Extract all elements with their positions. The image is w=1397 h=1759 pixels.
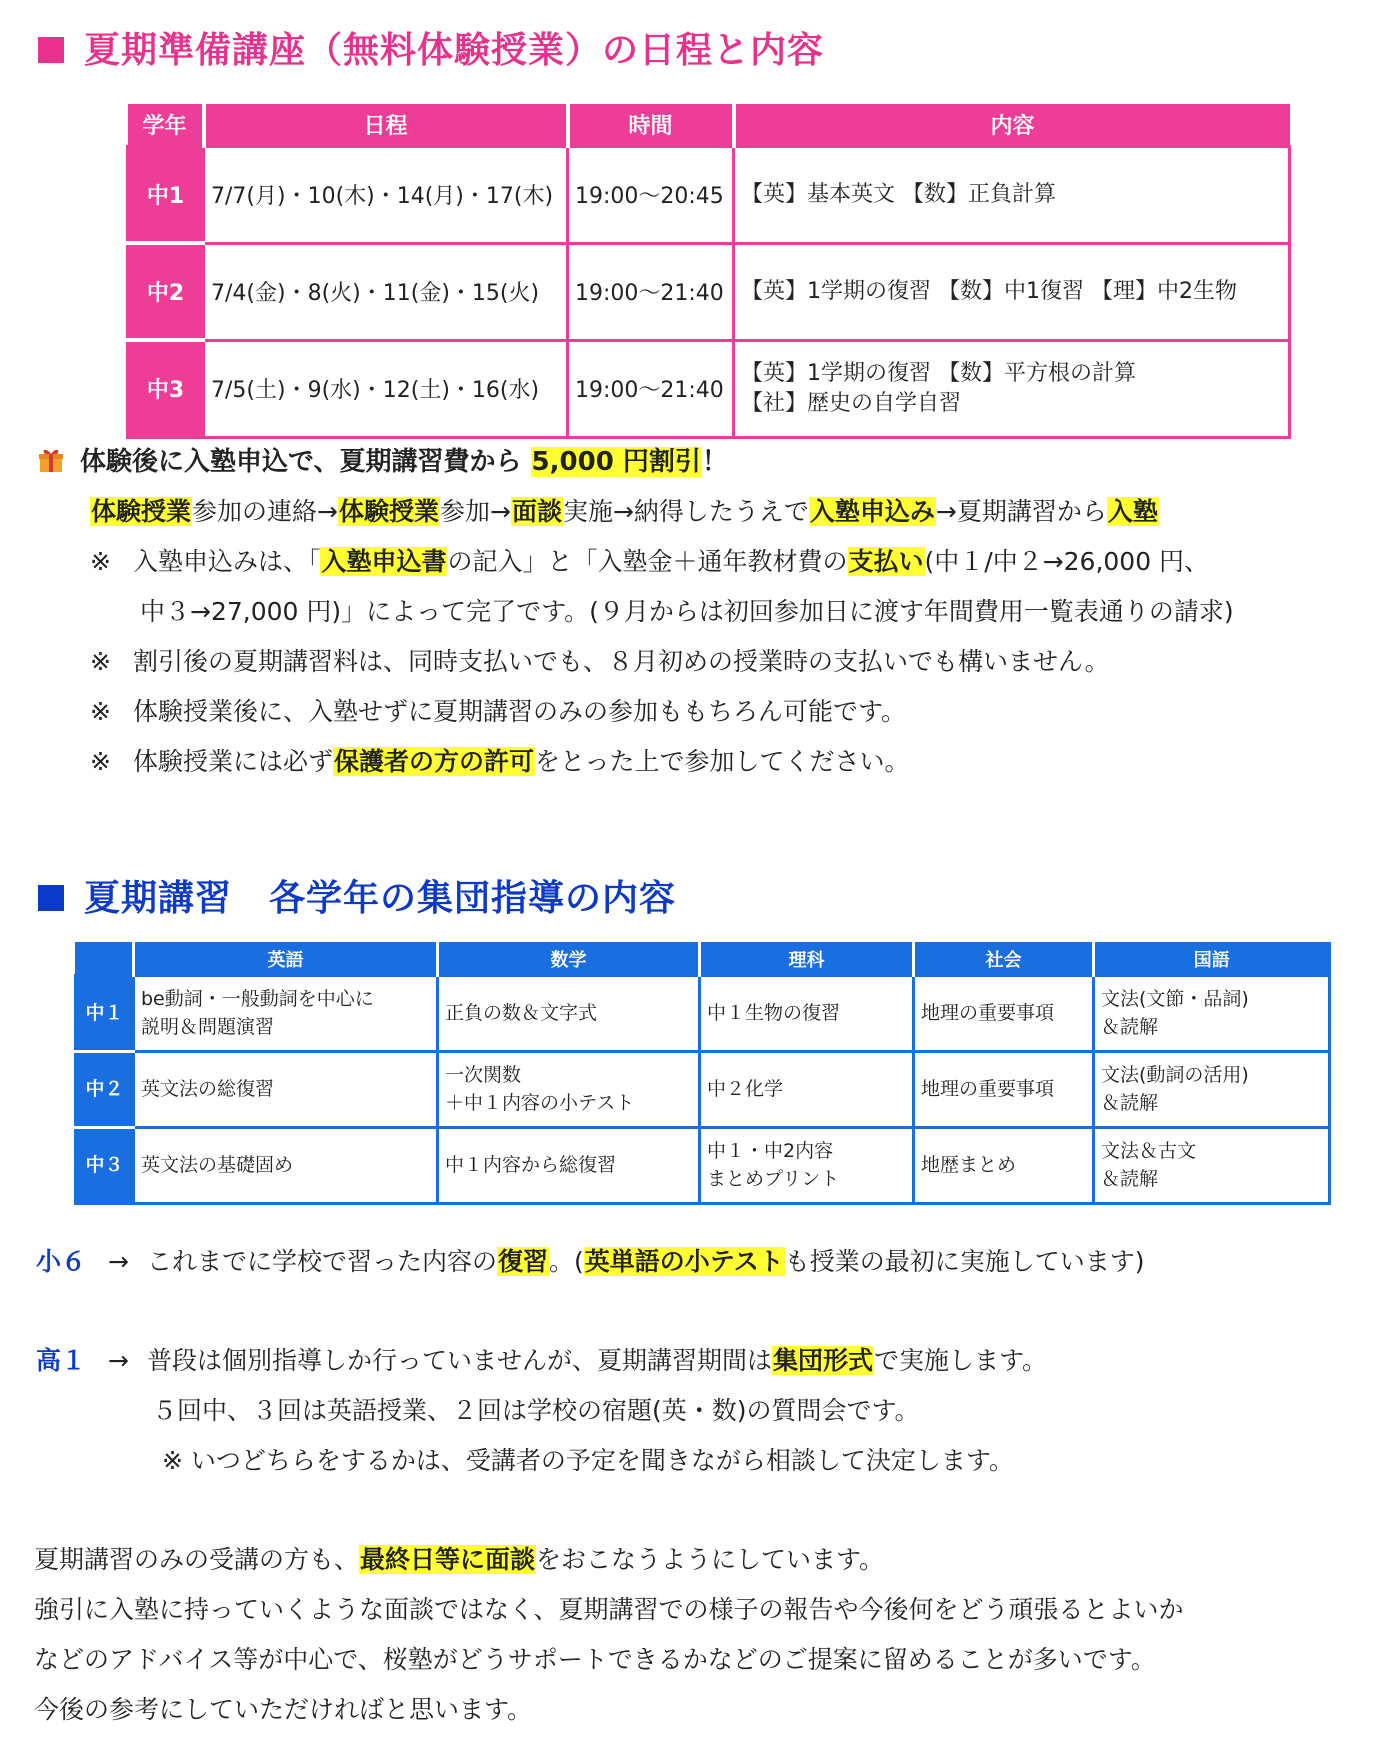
discount-line	[38, 444, 728, 480]
grade-cell: 中２	[76, 1051, 134, 1127]
cell-line: 中１生物の復習	[707, 1002, 841, 1024]
cell-line: 一次関数	[445, 1064, 522, 1086]
cell-line: 正負の数＆文字式	[445, 1002, 598, 1024]
discount-mark: ！	[701, 447, 728, 477]
cell-line: ＆読解	[1101, 1016, 1159, 1038]
note-1-cont	[140, 594, 1234, 630]
closing-line-3	[34, 1642, 1156, 1678]
cell-line: 地理の重要事項	[921, 1002, 1055, 1024]
ko1-text: ５回中、３回は英語授業、２回は学校の宿題(英・数)の質問会です。	[152, 1396, 920, 1425]
cell-line: 説明＆問題演習	[141, 1016, 275, 1038]
grade-cell: 中1	[128, 146, 204, 243]
sho6-text: 。(	[549, 1247, 584, 1276]
lecture-cell	[914, 1127, 1094, 1203]
closing-highlight: 最終日等に面談	[360, 1545, 536, 1574]
note-text: (中１/中２→26,000 円、	[924, 547, 1210, 576]
lecture-cell	[914, 1051, 1094, 1127]
subject-header: 理科	[700, 943, 914, 975]
time-cell: 19:00～20:45	[568, 146, 734, 243]
lecture-cell	[700, 1127, 914, 1203]
flow-step: 面談	[511, 497, 562, 526]
grade-cell: 中2	[128, 243, 204, 340]
note-4	[90, 744, 910, 780]
note-text: 中３→27,000 円)」によって完了です。(９月からは初回参加日に渡す年間費用一覧表通りの請求)	[140, 597, 1234, 626]
note-highlight: 支払い	[848, 547, 924, 576]
lecture-cell	[1094, 975, 1330, 1051]
closing-line-2	[34, 1592, 1184, 1628]
ko1-line-3	[162, 1443, 1014, 1479]
closing-text: 今後の参考にしていただければと思います。	[34, 1695, 533, 1724]
ko1-line-2	[152, 1393, 920, 1429]
section1-title-text: 夏期準備講座（無料体験授業）の日程と内容	[84, 30, 825, 71]
content-line: 【英】1学期の復習 【数】中1復習 【理】中2生物	[741, 278, 1237, 304]
grade-cell: 中3	[128, 340, 204, 437]
sho6-highlight: 英単語の小テスト	[584, 1247, 784, 1276]
flow-text: →夏期講習から	[935, 497, 1107, 526]
section1-title	[38, 22, 824, 73]
flow-line	[90, 494, 1159, 530]
note-mark: ※	[90, 547, 111, 576]
note-text: 入塾申込みは、「	[132, 547, 321, 576]
flow-step: 入塾申込み	[809, 497, 935, 526]
sho6-highlight: 復習	[497, 1247, 548, 1276]
closing-text: などのアドバイス等が中心で、桜塾がどうサポートできるかなどのご提案に留めることが多いです。	[34, 1645, 1156, 1674]
square-bullet-icon	[38, 885, 64, 911]
lecture-cell	[914, 975, 1094, 1051]
discount-amount: 5,000 円割引	[531, 447, 701, 477]
cell-line: 地歴まとめ	[921, 1154, 1017, 1176]
content-line: 【社】歴史の自学自習	[741, 390, 962, 416]
note-mark: ※	[90, 647, 111, 676]
ko1-text: 普段は個別指導しか行っていませんが、夏期講習期間は	[146, 1346, 772, 1375]
note-text: の記入」と「入塾金＋通年教材費の	[447, 547, 848, 576]
time-cell: 19:00～21:40	[568, 340, 734, 437]
subject-header: 国語	[1094, 943, 1330, 975]
subject-header: 数学	[438, 943, 700, 975]
closing-text: をおこなうようにしています。	[536, 1545, 885, 1574]
cell-line: 文法(文節・品詞)	[1101, 988, 1249, 1010]
sho6-line	[36, 1244, 1145, 1280]
cell-line: be動詞・一般動詞を中心に	[141, 988, 374, 1010]
content-cell	[734, 243, 1290, 340]
note-highlight: 保護者の方の許可	[333, 747, 534, 776]
note-1	[90, 544, 1209, 580]
schedule-row	[128, 243, 1290, 340]
note-mark: ※	[90, 747, 111, 776]
closing-line-1	[34, 1542, 884, 1578]
square-bullet-icon	[38, 37, 64, 63]
cell-line: 英文法の総復習	[141, 1078, 275, 1100]
note-text: をとった上で参加してください。	[534, 747, 910, 776]
subject-header: 英語	[134, 943, 438, 975]
cell-line: 中１・中2内容	[707, 1140, 834, 1162]
ko1-line	[36, 1343, 1047, 1379]
lecture-cell	[134, 1051, 438, 1127]
discount-text: 体験後に入塾申込で、夏期講習費から	[80, 447, 522, 477]
gift-icon	[38, 447, 64, 473]
grade-cell: 中３	[76, 1127, 134, 1203]
schedule-header-row	[128, 104, 1290, 146]
cell-line: 英文法の基礎固め	[141, 1154, 294, 1176]
closing-text: 夏期講習のみの受講の方も、	[34, 1545, 360, 1574]
lecture-cell	[438, 975, 700, 1051]
schedule-header: 時間	[568, 104, 734, 146]
lecture-cell	[438, 1127, 700, 1203]
lecture-cell	[700, 1051, 914, 1127]
cell-line: 文法(動詞の活用)	[1101, 1064, 1249, 1086]
flow-step: 体験授業	[91, 497, 192, 526]
lecture-cell	[1094, 1127, 1330, 1203]
schedule-header: 日程	[204, 104, 568, 146]
sho6-text: これまでに学校で習った内容の	[146, 1247, 497, 1276]
cell-line: 中１内容から総復習	[445, 1154, 617, 1176]
arrow: →	[108, 1247, 129, 1276]
flow-text: 参加の連絡→	[192, 497, 338, 526]
closing-line-4	[34, 1692, 532, 1728]
lecture-row	[76, 1127, 1330, 1203]
cell-line: まとめプリント	[707, 1168, 840, 1190]
ko1-highlight: 集団形式	[772, 1346, 873, 1375]
cell-line: 中２化学	[707, 1078, 784, 1100]
section2-title-text: 夏期講習 各学年の集団指導の内容	[84, 878, 677, 919]
sho6-text: も授業の最初に実施しています)	[784, 1247, 1145, 1276]
flow-step: 体験授業	[338, 497, 439, 526]
lecture-cell	[1094, 1051, 1330, 1127]
cell-line: 文法＆古文	[1101, 1140, 1197, 1162]
grade-cell: 中１	[76, 975, 134, 1051]
grade-label: 小６	[36, 1247, 87, 1276]
flow-text: 参加→	[439, 497, 511, 526]
content-line: 【英】1学期の復習 【数】平方根の計算	[741, 360, 1136, 386]
ko1-text: で実施します。	[874, 1346, 1048, 1375]
grade-label: 高１	[36, 1346, 87, 1375]
cell-line: ＆読解	[1101, 1092, 1159, 1114]
content-cell	[734, 146, 1290, 243]
dates-cell: 7/5(土)・9(水)・12(土)・16(水)	[204, 340, 568, 437]
lecture-row	[76, 1051, 1330, 1127]
time-cell: 19:00～21:40	[568, 243, 734, 340]
flow-text: 実施→納得したうえで	[562, 497, 809, 526]
cell-line: 地理の重要事項	[921, 1078, 1055, 1100]
schedule-table	[126, 104, 1291, 439]
flow-step: 入塾	[1107, 497, 1158, 526]
lecture-cell	[134, 1127, 438, 1203]
dates-cell: 7/7(月)・10(木)・14(月)・17(木)	[204, 146, 568, 243]
lecture-header-row	[76, 943, 1330, 975]
lecture-cell	[134, 975, 438, 1051]
lecture-cell	[700, 975, 914, 1051]
section2-title	[38, 870, 676, 921]
ko1-text: ※ いつどちらをするかは、受講者の予定を聞きながら相談して決定します。	[162, 1446, 1014, 1475]
schedule-row	[128, 340, 1290, 437]
note-highlight: 入塾申込書	[321, 547, 447, 576]
note-text: 割引後の夏期講習料は、同時支払いでも、８月初めの授業時の支払いでも構いません。	[132, 647, 1110, 676]
note-2	[90, 644, 1109, 680]
lecture-table	[74, 942, 1331, 1205]
lecture-header-corner	[76, 943, 134, 975]
dates-cell: 7/4(金)・8(火)・11(金)・15(火)	[204, 243, 568, 340]
schedule-row	[128, 146, 1290, 243]
lecture-cell	[438, 1051, 700, 1127]
note-text: 体験授業後に、入塾せずに夏期講習のみの参加ももちろん可能です。	[132, 697, 906, 726]
content-line: 【英】基本英文 【数】正負計算	[741, 181, 1056, 207]
schedule-header: 学年	[128, 104, 204, 146]
cell-line: ＋中１内容の小テスト	[445, 1092, 635, 1114]
cell-line: ＆読解	[1101, 1168, 1159, 1190]
note-mark: ※	[90, 697, 111, 726]
arrow: →	[108, 1346, 129, 1375]
closing-text: 強引に入塾に持っていくような面談ではなく、夏期講習での様子の報告や今後何をどう頑張るとよいか	[34, 1595, 1184, 1624]
subject-header: 社会	[914, 943, 1094, 975]
lecture-row	[76, 975, 1330, 1051]
schedule-header: 内容	[734, 104, 1290, 146]
content-cell	[734, 340, 1290, 437]
note-3	[90, 694, 906, 730]
note-text: 体験授業には必ず	[132, 747, 333, 776]
